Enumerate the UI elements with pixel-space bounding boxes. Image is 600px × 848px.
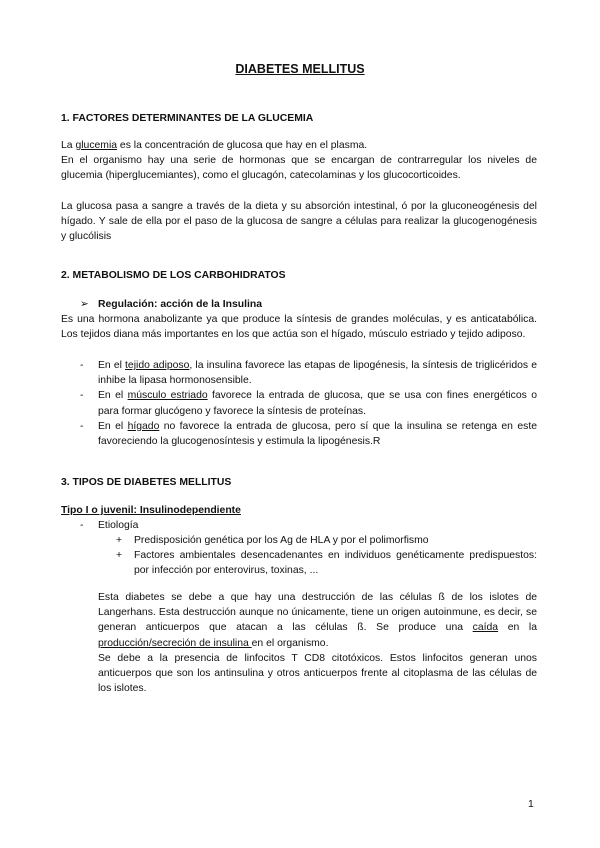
text-run: es la concentración de glucosa que hay en el plasma.: [117, 140, 368, 151]
plus-bullet: +: [116, 550, 123, 562]
etiology-label: Etiología: [98, 520, 139, 531]
text-run: en el organismo.: [251, 637, 329, 649]
section-1-heading: 1. FACTORES DETERMINANTES DE LA GLUCEMIA: [61, 113, 314, 124]
section-1-line-1: [61, 138, 537, 153]
insulin-action-list: [61, 358, 537, 449]
section-2-heading: 2. METABOLISMO DE LOS CARBOHIDRATOS: [61, 270, 286, 281]
dash-bullet: -: [80, 520, 84, 531]
document-title: DIABETES MELLITUS: [235, 62, 365, 76]
text-run: La: [61, 140, 76, 151]
etiology-factors-list: [116, 533, 537, 579]
term-glucemia: glucemia: [75, 140, 118, 151]
section-3-heading: 3. TIPOS DE DIABETES MELLITUS: [61, 477, 232, 488]
list-item-environmental: [116, 548, 537, 578]
section-1-paragraph-2: En el organismo hay una serie de hormonas que se encargan de contrarregular los niveles de glucemia (hiperglucemiantes), como el glucagón, catecolaminas y los glucocorticoides.: [61, 155, 537, 182]
text-run: Esta diabetes se debe a que hay una destrucción de las células ß de los islotes de Langerhans. Esta destrucción aunque no únicamente, tiene un origen autoinmune, es decir, se generan anticuerpos que atacan a las células ß. Se produce una: [98, 592, 537, 634]
section-1-paragraph-1: [61, 138, 537, 184]
term-tejido-adiposo: tejido adiposo: [125, 360, 190, 371]
page-number: 1: [528, 799, 534, 810]
text-run: , la insulina favorece las etapas de lipogénesis, la síntesis de triglicéridos e inhibe la lipasa hormonosensible.: [98, 360, 537, 387]
section-1-paragraph-3: La glucosa pasa a sangre a través de la dieta y su absorción intestinal, ó por la gluconeogénesis del hígado. Y sale de ella por el paso de la glucosa de sangre a células para realizar la glucogenogénesis y glucólisis: [61, 201, 537, 243]
type-1-heading: Tipo I o juvenil: Insulinodependiente: [61, 505, 241, 516]
list-item-muscle: [61, 388, 537, 418]
text-run: favorece la entrada de glucosa, que se usa con fines energéticos o para formar glucógeno y favorece la síntesis de proteínas.: [98, 390, 537, 417]
arrow-bullet-icon: ➢: [80, 299, 89, 310]
section-2-intro: Es una hormona anabolizante ya que produce la síntesis de grandes moléculas, y es anticatabólica. Los tejidos diana más importantes en los que actúa son el hígado, músculo estriado y tejido adiposo.: [61, 314, 537, 341]
list-item-genetic: [116, 533, 537, 548]
term-caida: caída: [472, 622, 499, 634]
subheading-text: Regulación: acción de la Insulina: [98, 299, 262, 310]
dash-bullet: -: [80, 390, 84, 402]
text-run: En el: [98, 420, 128, 432]
text-run: en la: [498, 622, 538, 634]
text-run: Factores ambientales desencadenantes en individuos genéticamente predispuestos: por infección por enterovirus, toxinas, ...: [134, 550, 537, 577]
etiology-list: [61, 518, 537, 533]
term-higado: hígado: [127, 420, 160, 432]
text-run: En el: [98, 360, 126, 371]
section-2-subheading: [80, 297, 262, 312]
section-3-paragraph-2: Se debe a la presencia de linfocitos T CD8 citotóxicos. Estos linfocitos generan unos anticuerpos que son los antinsulina y otros anticuerpos frente al citoplasma de las células de los islotes.: [98, 653, 537, 695]
text-run: no favorece la entrada de glucosa, pero sí que la insulina se retenga en este favoreciendo la glucogenosíntesis y estimula la lipogénesis.R: [98, 420, 537, 448]
term-musculo-estriado: músculo estriado: [127, 390, 208, 402]
text-run: Predisposición genética por los Ag de HLA y por el polimorfismo: [134, 535, 429, 546]
term-produccion-secrecion: producción/secreción de insulina: [98, 637, 252, 649]
list-item-liver: [61, 419, 537, 449]
dash-bullet: -: [80, 360, 84, 371]
list-item-etiology: [61, 518, 537, 533]
section-3-paragraph-1: [98, 590, 537, 651]
dash-bullet: -: [80, 420, 84, 432]
plus-bullet: +: [116, 535, 123, 546]
text-run: En el: [98, 390, 128, 402]
list-item-adipose: [61, 358, 537, 388]
